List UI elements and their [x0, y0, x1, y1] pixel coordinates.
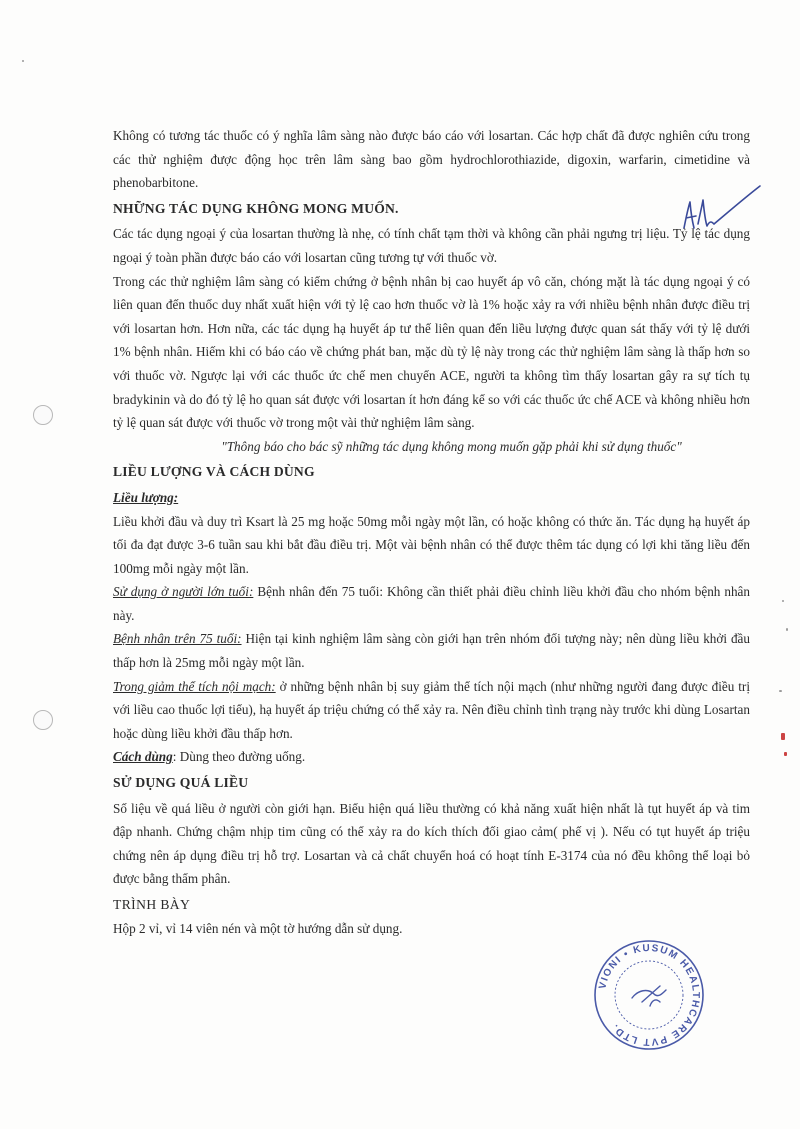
- dose-subheading-row: [113, 486, 750, 510]
- dose-paragraph: Liều khởi đầu và duy trì Ksart là 25 mg hoặc 50mg mỗi ngày một lần, có hoặc không có thức ăn. Tác dụng hạ huyết áp tối đa đạt được 3-6 tuần sau khi bắt đầu điều trị. Một vài bệnh nhân có thể được thêm tác dụng có lợi khi tăng liều đến 100mg mỗi ngày một lần.: [113, 513, 750, 576]
- adverse-notice-quote: "Thông báo cho bác sỹ những tác dụng không mong muốn gặp phải khi sử dụng thuốc": [221, 438, 682, 454]
- volume-text: ở những bệnh nhân bị suy giảm thể tích nội mạch (như những người đang được điều trị với liều cao thuốc lợi tiểu), hạ huyết áp triệu chứng có thể xảy ra. Nên điều chỉnh tình trạng này trước khi dùng Losartan hoặc dùng liều khởi đầu thấp hơn.: [113, 678, 750, 741]
- scan-speck: [779, 690, 782, 692]
- over75-paragraph: [113, 627, 750, 674]
- presentation-heading: TRÌNH BÀY: [113, 897, 191, 912]
- punch-hole-bottom: [33, 710, 53, 730]
- adverse-paragraph-2: Trong các thử nghiệm lâm sàng có kiểm chứng ở bệnh nhân bị cao huyết áp vô căn, chóng mặt là tác dụng ngoại ý có liên quan đến thuốc duy nhất xuất hiện với tỷ lệ cao hơn thuốc vờ là 1% hoặc xảy ra với nhiều bệnh nhân được điều trị với losartan hơn. Hơn nữa, các tác dụng hạ huyết áp tư thế liên quan đến liều lượng được quan sát thấy với tỷ lệ dưới 1% bệnh nhân. Hiếm khi có báo cáo về chứng phát ban, mặc dù tỷ lệ này trong các thử nghiệm lâm sàng là thấp hơn so với thuốc vờ. Ngược lại với các thuốc ức chế men chuyển ACE, người ta không tìm thấy losartan gây ra sự tích tụ bradykinin và do đó tỷ lệ ho quan sát được với losartan ít hơn đáng kể so với các thuốc ức chế ACE và không nhiều hơn tỷ lệ quan sát được với thuốc vờ trong một vài thử nghiệm lâm sàng.: [113, 273, 750, 431]
- route-text: : Dùng theo đường uống.: [172, 749, 306, 765]
- overdose-paragraph: Số liệu về quá liều ở người còn giới hạn. Biểu hiện quá liều thường có khả năng xuất hiện nhất là tụt huyết áp và tim đập nhanh. Chứng chậm nhịp tim cũng có thể xảy ra do kích thích đối giao cảm( phế vị ). Nếu có tụt huyết áp triệu chứng nên áp dụng điều trị hỗ trợ. Losartan và cả chất chuyển hoá có hoạt tính E-3174 của nó đều không thể loại bỏ được bằng thẩm phân.: [113, 800, 750, 887]
- dosage-heading: LIỀU LƯỢNG VÀ CÁCH DÙNG: [113, 464, 315, 480]
- stamp-text: VIONI • KUSUM HEALTHCARE PVT LTD.: [597, 942, 702, 1048]
- red-scan-speck: [784, 752, 787, 756]
- route-label: Cách dùng: [113, 749, 173, 765]
- adverse-effects-heading: NHỮNG TÁC DỤNG KHÔNG MONG MUỐN.: [113, 200, 399, 216]
- volume-paragraph: [113, 675, 750, 746]
- adverse-paragraph-1: Các tác dụng ngoại ý của losartan thường là nhẹ, có tính chất tạm thời và không cần phải ngưng trị liệu. Tỷ lệ tác dụng ngoại ý toàn phần được báo cáo với losartan cũng tương tự với thuốc vờ.: [113, 226, 750, 265]
- elderly-label: Sử dụng ở người lớn tuổi:: [113, 584, 254, 600]
- red-scan-speck: [781, 733, 785, 740]
- dose-subheading: Liều lượng:: [113, 489, 179, 505]
- company-stamp: [590, 936, 708, 1054]
- over75-label: Bệnh nhân trên 75 tuổi:: [113, 631, 242, 647]
- presentation-paragraph: Hộp 2 vỉ, vỉ 14 viên nén và một tờ hướng dẫn sử dụng.: [113, 920, 403, 936]
- volume-label: Trong giảm thể tích nội mạch:: [113, 678, 276, 694]
- over75-text: Hiện tại kinh nghiệm lâm sàng còn giới hạn trên nhóm đối tượng này; nên dùng liều khởi đầu thấp hơn là 25mg mỗi ngày một lần.: [113, 631, 750, 671]
- scan-speck: [786, 628, 788, 631]
- scan-speck: [782, 600, 784, 602]
- elderly-paragraph: [113, 580, 750, 627]
- punch-hole-top: [33, 405, 53, 425]
- elderly-text: Bệnh nhân đến 75 tuổi: Không cần thiết phải điều chỉnh liều khởi đầu cho nhóm bệnh nhân này.: [113, 584, 751, 623]
- route-paragraph: [113, 745, 750, 769]
- document-body: [113, 124, 750, 940]
- overdose-heading: SỬ DỤNG QUÁ LIỀU: [113, 775, 249, 791]
- scan-speck: [22, 60, 24, 62]
- intro-paragraph: Không có tương tác thuốc có ý nghĩa lâm sàng nào được báo cáo với losartan. Các hợp chất đã được nghiên cứu trong các thử nghiệm được động học trên lâm sàng bao gồm hydrochlorothiazide, digoxin, warfarin, cimetidine và phenobarbitone.: [113, 128, 750, 191]
